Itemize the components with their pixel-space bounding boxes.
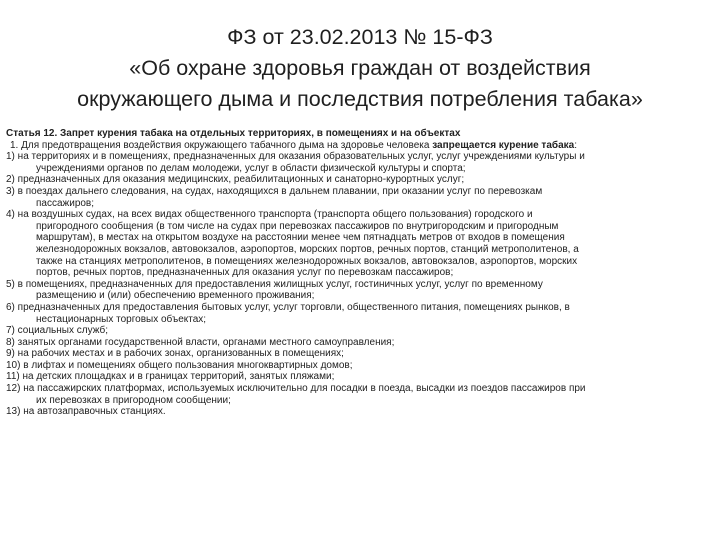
list-item-continuation: железнодорожных вокзалов, автовокзалов, аэропортов, морских портов, речных портов, станций метрополитенов, а (36, 243, 579, 255)
list-item (6, 174, 712, 186)
list-item-continuation: пассажиров; (36, 197, 95, 209)
list-item-text: 11) на детских площадках и в границах территорий, занятых пляжами; (6, 371, 335, 383)
list-item-text: 1) на территориях и в помещениях, предназначенных для оказания образовательных услуг, услуг учреждениями культуры и (6, 151, 585, 163)
article-items-list (6, 151, 712, 418)
list-item-text: 5) в помещениях, предназначенных для предоставления жилищных услуг, гостиничных услуг, услуг по временному (6, 278, 543, 290)
article-body (6, 128, 712, 418)
list-item-continuation: размещению и (или) обеспечению временного проживания; (36, 290, 315, 302)
list-item-text: 7) социальных служб; (6, 325, 109, 337)
article-intro (6, 140, 712, 152)
list-item-continuation: портов, речных портов, предназначенных для оказания услуг по перевозкам пассажиров; (36, 267, 454, 279)
list-item-text: 10) в лифтах и помещениях общего пользования многоквартирных домов; (6, 359, 353, 371)
list-item (6, 348, 712, 360)
list-item-text: 3) в поездах дальнего следования, на судах, находящихся в дальнем плавании, при оказании услуг по перевозкам (6, 185, 543, 197)
list-item-text: 6) предназначенных для предоставления бытовых услуг, услуг торговли, общественного питания, помещениях рынков, в (6, 301, 570, 313)
list-item-continuation: учреждениями органов по делам молодежи, услуг в области физической культуры и спорта; (36, 162, 466, 174)
list-item (6, 325, 712, 337)
list-item-continuation: также на станциях метрополитенов, в помещениях железнодорожных вокзалов, автовокзалов, аэропортов, морских (36, 255, 578, 267)
list-item (6, 279, 712, 302)
list-item (6, 383, 712, 406)
list-item-continuation: пригородного сообщения (в том числе на судах при перевозках пассажиров по внутригородским и пригородным (36, 220, 559, 232)
list-item-continuation: нестационарных торговых объектах; (36, 313, 207, 325)
list-item-continuation: их перевозках в пригородном сообщении; (36, 394, 231, 406)
list-item-text: 9) на рабочих местах и в рабочих зонах, организованных в помещениях; (6, 348, 344, 360)
list-item (6, 302, 712, 325)
list-item (6, 186, 712, 209)
intro-colon: : (574, 139, 577, 151)
list-item-continuation: маршрутам), в местах на открытом воздухе на расстоянии менее чем пятнадцать метров от входов в помещения (36, 232, 565, 244)
list-item (6, 406, 712, 418)
title-line: «Об охране здоровья граждан от воздействия (129, 56, 591, 80)
intro-emphasis: запрещается курение табака (432, 139, 575, 151)
title-line: ФЗ от 23.02.2013 № 15-ФЗ (227, 25, 493, 49)
list-item-text: 8) занятых органами государственной власти, органами местного самоуправления; (6, 336, 395, 348)
list-item (6, 151, 712, 174)
list-item (6, 337, 712, 349)
article-heading: Статья 12. Запрет курения табака на отдельных территориях, в помещениях и на объектах (6, 128, 461, 139)
list-item (6, 371, 712, 383)
intro-text: 1. Для предотвращения воздействия окружающего табачного дыма на здоровье человека (10, 139, 433, 151)
list-item-text: 4) на воздушных судах, на всех видах общественного транспорта (транспорта общего пользования) городского и (6, 209, 533, 221)
title-line: окружающего дыма и последствия потребления табака» (77, 87, 643, 111)
list-item (6, 209, 712, 279)
list-item-text: 13) на автозаправочных станциях. (6, 406, 166, 418)
list-item (6, 360, 712, 372)
list-item-text: 12) на пассажирских платформах, используемых исключительно для посадки в поезда, высадки из поездов пассажиров при (6, 383, 586, 395)
list-item-text: 2) предназначенных для оказания медицинских, реабилитационных и санаторно-курортных услуг; (6, 174, 465, 186)
slide-title (20, 22, 700, 115)
